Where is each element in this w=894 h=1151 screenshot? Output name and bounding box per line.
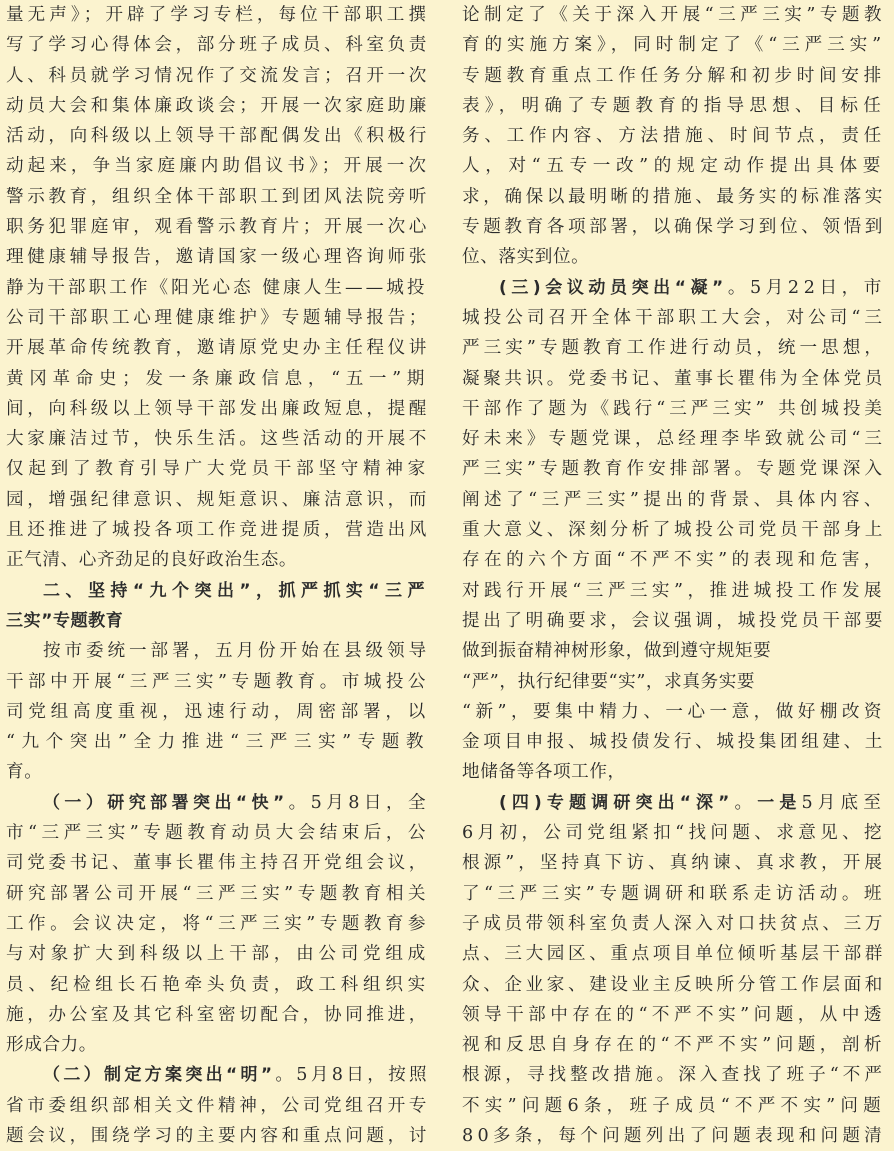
body-text: 司党组高度重视，迅速行动，周密部署，以 (6, 701, 430, 722)
body-text: 子成员带领科室负责人深入对口扶贫点、三万 (462, 913, 886, 934)
text-line (6, 30, 431, 60)
bold-heading-text: 一是 (757, 792, 802, 813)
text-line (462, 454, 887, 484)
body-text: 。5月22日，市 (727, 277, 886, 298)
text-line (462, 970, 887, 1000)
text-line (6, 394, 431, 424)
body-text: 三实”专题教育 (6, 610, 124, 631)
text-line (6, 182, 431, 212)
body-text: “严”，执行纪律要“实”，求真务实要 (462, 671, 756, 692)
body-text: 动起来，争当家庭廉内助倡议书》；开展一次 (6, 156, 430, 177)
text-line (6, 727, 431, 757)
text-line (6, 1121, 431, 1151)
body-text: 理健康辅导报告，邀请国家一级心理咨询师张 (6, 247, 430, 268)
body-text: 警示教育，组织全体干部职工到团风法院旁听 (6, 186, 430, 207)
text-line (462, 879, 887, 909)
body-text: 且还推进了城投各项工作竞进提质，营造出风 (6, 520, 430, 541)
text-line (6, 667, 431, 697)
body-text: 职务犯罪庭审，观看警示教育片；开展一次心 (6, 217, 430, 238)
text-line (6, 242, 431, 272)
text-line (6, 606, 431, 636)
body-text: 视和反思自身存在的“不严不实”问题，剖析 (462, 1035, 886, 1056)
bold-heading-text: （一）研究部署突出“快” (43, 792, 289, 813)
text-line (6, 1030, 431, 1060)
body-text: 大家廉洁过节，快乐生活。这些活动的开展不 (6, 429, 430, 450)
body-text: 根源”，坚持真下访、真纳谏、真求教，开展 (462, 853, 886, 874)
body-text: 司党委书记、董事长瞿伟主持召开党组会议， (6, 853, 430, 874)
text-line (462, 545, 887, 575)
text-line (6, 454, 431, 484)
text-line (462, 909, 887, 939)
text-line (462, 242, 887, 272)
body-text: 众、企业家、建设业主反映所分管工作层面和 (462, 974, 886, 995)
text-line (6, 212, 431, 242)
text-line (462, 697, 887, 727)
body-text: 写了学习心得体会，部分班子成员、科室负责 (6, 35, 430, 56)
text-line (6, 576, 431, 606)
body-text: 专题教育重点工作任务分解和初步时间安排 (462, 65, 886, 86)
body-text: 80多条，每个问题列出了问题表现和问题清 (462, 1125, 886, 1146)
text-line (462, 333, 887, 363)
body-text: 点、三大园区、重点项目单位倾听基层干部群 (462, 944, 886, 965)
body-text: 市“三严三实”专题教育动员大会结束后，公 (6, 823, 430, 844)
body-text: 园，增强纪律意识、规矩意识、廉洁意识，而 (6, 489, 430, 510)
text-line (6, 273, 431, 303)
body-text: 育。 (6, 762, 43, 783)
text-line (462, 818, 887, 848)
body-text: 表》，明确了专题教育的指导思想、目标任 (462, 95, 886, 116)
text-line (6, 939, 431, 969)
body-text: 重大意义、深刻分析了城投公司党员干部身上 (462, 520, 886, 541)
text-line (462, 1060, 887, 1090)
text-line (6, 91, 431, 121)
body-text: 好未来》专题党课，总经理李毕致就公司“三 (462, 429, 886, 450)
text-line (462, 1091, 887, 1121)
text-line (6, 303, 431, 333)
text-line (462, 576, 887, 606)
body-text: 施，办公室及其它科室密切配合，协同推进， (6, 1004, 430, 1025)
text-line (6, 61, 431, 91)
text-line (462, 485, 887, 515)
body-text: “新”，要集中精力、一心一意，做好棚改资 (462, 701, 886, 722)
text-line (6, 333, 431, 363)
text-line (6, 121, 431, 151)
body-text: 领导干部中存在的“不严不实”问题，从中透 (462, 1004, 886, 1025)
body-text: 了“三严三实”专题调研和联系走访活动。班 (462, 883, 886, 904)
body-text: 。5月8日，全 (288, 792, 431, 813)
text-line (462, 182, 887, 212)
text-line (462, 212, 887, 242)
text-line (6, 1000, 431, 1030)
body-text: 活动，向科级以上领导干部配偶发出《积极行 (6, 126, 430, 147)
body-text: 开展革命传统教育，邀请原党史办主任程仪讲 (6, 338, 430, 359)
body-text: 育的实施方案》，同时制定了《“三严三实” (462, 35, 886, 56)
text-line (6, 515, 431, 545)
text-line (462, 61, 887, 91)
text-line (6, 788, 431, 818)
text-line (462, 1030, 887, 1060)
body-text: 量无声》；开辟了学习专栏，每位干部职工撰 (6, 5, 430, 25)
text-line (462, 636, 887, 666)
text-line (462, 91, 887, 121)
body-text: 干部作了题为《践行“三严三实” 共创城投美 (462, 398, 886, 419)
bold-heading-text: (三)会议动员突出“凝” (499, 277, 728, 298)
text-line (6, 364, 431, 394)
text-line (6, 697, 431, 727)
text-line (462, 424, 887, 454)
body-text: 严三实”专题教育工作进行动员，统一思想， (462, 338, 886, 359)
text-line (6, 0, 431, 30)
text-line (462, 0, 887, 30)
left-column (6, 0, 431, 1146)
body-text: 公司干部职工心理健康维护》专题辅导报告； (6, 307, 430, 328)
text-line (6, 818, 431, 848)
body-text: 。5月8日，按照 (275, 1065, 430, 1086)
body-text: 题会议，围绕学习的主要内容和重点问题，讨 (6, 1125, 430, 1146)
text-line (6, 545, 431, 575)
body-text: 地储备等各项工作， (462, 762, 626, 783)
body-text: 工作。会议决定，将“三严三实”专题教育参 (6, 913, 430, 934)
text-line (462, 273, 887, 303)
body-text: 6月初，公司党组紧扣“找问题、求意见、挖 (462, 823, 886, 844)
body-text: 位、落实到位。 (462, 247, 590, 268)
body-text: 提出了明确要求，会议强调，城投党员干部要 (462, 610, 886, 631)
body-text: “九个突出”全力推进“三严三实”专题教 (6, 732, 430, 753)
text-line (6, 909, 431, 939)
body-text: 做到振奋精神树形象，做到遵守规矩要 (462, 641, 772, 662)
body-text: 阐述了“三严三实”提出的背景、具体内容、 (462, 489, 886, 510)
text-line (462, 303, 887, 333)
text-line (462, 151, 887, 181)
text-line (6, 636, 431, 666)
text-line (462, 1121, 887, 1151)
body-text: 城投公司召开全体干部职工大会，对公司“三 (462, 307, 886, 328)
text-line (6, 848, 431, 878)
body-text: 黄冈革命史；发一条廉政信息，“五一”期 (6, 368, 431, 389)
body-text: 间，向科级以上领导干部发出廉政短息，提醒 (6, 398, 430, 419)
body-text: 按市委统一部署，五月份开始在县级领导 (43, 641, 430, 662)
text-line (462, 30, 887, 60)
text-line (6, 1091, 431, 1121)
text-line (462, 121, 887, 151)
body-text: 动员大会和集体廉政谈会；开展一次家庭助廉 (6, 95, 430, 116)
body-text: 二、坚持“九个突出”，抓严抓实“三严 (43, 580, 430, 601)
body-text: 对践行开展“三严三实”，推进城投工作发展 (462, 580, 886, 601)
body-text: 干部中开展“三严三实”专题教育。市城投公 (6, 671, 430, 692)
body-text: 不实”问题6条，班子成员“不严不实”问题 (462, 1095, 886, 1116)
text-line (462, 667, 887, 697)
bold-heading-text: （二）制定方案突出“明” (43, 1065, 276, 1086)
body-text: 凝聚共识。党委书记、董事长瞿伟为全体党员 (462, 368, 886, 389)
text-line (462, 788, 887, 818)
right-column (462, 0, 887, 1146)
body-text: 静为干部职工作《阳光心态 健康人生——城投 (6, 277, 428, 298)
text-line (6, 485, 431, 515)
body-text: 金项目申报、城投债发行、城投集团组建、土 (462, 732, 886, 753)
body-text: 严三实”专题教育作安排部署。专题党课深入 (462, 459, 886, 480)
text-line (462, 757, 887, 787)
body-text: 省市委组织部相关文件精神，公司党组召开专 (6, 1095, 430, 1116)
text-line (6, 757, 431, 787)
body-text: 形成合力。 (6, 1035, 97, 1056)
body-text: 5月底至 (801, 792, 886, 813)
text-line (462, 364, 887, 394)
text-line (6, 970, 431, 1000)
body-text: 根源，寻找整改措施。深入查找了班子“不严 (462, 1065, 886, 1086)
body-text: 务、工作内容、方法措施、时间节点，责任 (462, 126, 886, 147)
text-line (462, 727, 887, 757)
body-text: 专题教育各项部署，以确保学习到位、领悟到 (462, 217, 886, 238)
text-line (462, 515, 887, 545)
text-line (462, 848, 887, 878)
text-line (6, 1060, 431, 1090)
body-text: 正气清、心齐劲足的良好政治生态。 (6, 550, 298, 571)
text-line (462, 1000, 887, 1030)
text-line (462, 394, 887, 424)
body-text: 存在的六个方面“不严不实”的表现和危害， (462, 550, 886, 571)
body-text: 人，对“五专一改”的规定动作提出具体要 (462, 156, 887, 177)
body-text: 求，确保以最明晰的措施、最务实的标准落实 (462, 186, 886, 207)
text-line (6, 151, 431, 181)
text-line (462, 606, 887, 636)
text-line (462, 939, 887, 969)
bold-heading-text: (四)专题调研突出“深” (499, 792, 735, 813)
body-text: 。 (734, 792, 758, 813)
body-text: 员、纪检组长石艳牵头负责，政工科组织实 (6, 974, 430, 995)
body-text: 研究部署公司开展“三严三实”专题教育相关 (6, 883, 430, 904)
text-line (6, 879, 431, 909)
body-text: 论制定了《关于深入开展“三严三实”专题教 (462, 5, 886, 25)
body-text: 仅起到了教育引导广大党员干部坚守精神家 (6, 459, 430, 480)
body-text: 与对象扩大到科级以上干部，由公司党组成 (6, 944, 430, 965)
body-text: 人、科员就学习情况作了交流发言；召开一次 (6, 65, 430, 86)
text-line (6, 424, 431, 454)
